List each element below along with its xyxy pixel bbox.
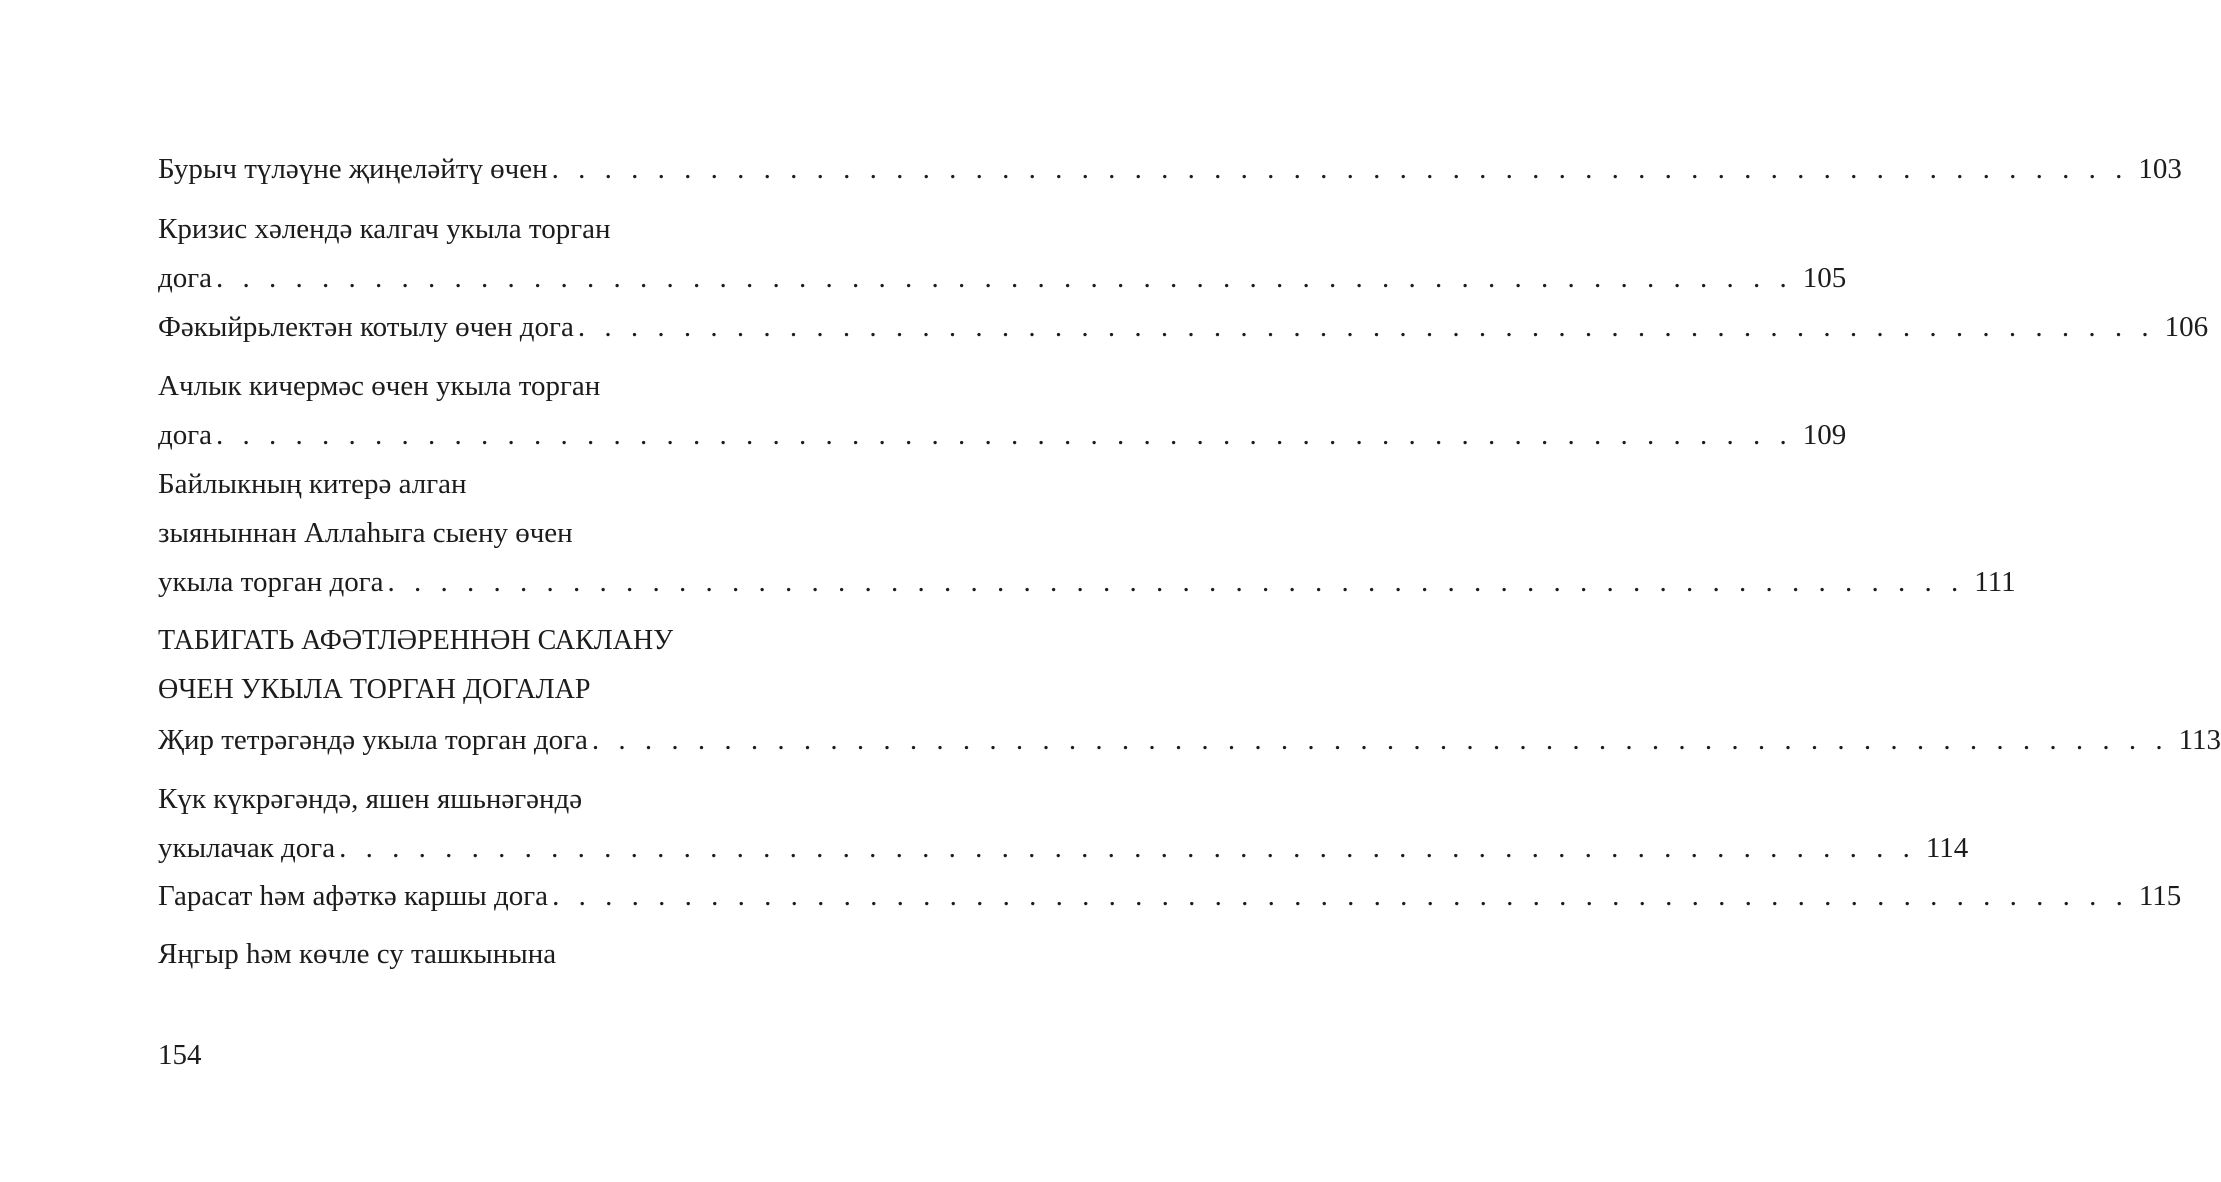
leader-dots: . . . . . . . . . . . . . . . . . . . . . . . . . . . . . . . . . . . . . . . . . . . . . . . . . . . . . . . . . . . . [551, 153, 2129, 185]
leader-dots: . . . . . . . . . . . . . . . . . . . . . . . . . . . . . . . . . . . . . . . . . . . . . . . . . . . . . . . . . . . . [591, 724, 2169, 756]
leader-dots: . . . . . . . . . . . . . . . . . . . . . . . . . . . . . . . . . . . . . . . . . . . . . . . . . . . . . . . . . . . . [339, 832, 1916, 864]
toc-entry [158, 930, 710, 979]
toc-page-number: 113 [2178, 724, 2221, 756]
toc-entry-title: Җир тетрәгәндә укыла торган дога [158, 724, 588, 756]
toc-entry-title: Байлыкның китерә алган [158, 468, 467, 500]
toc-entry-line [158, 824, 1969, 873]
toc-entry-line [158, 145, 2182, 194]
toc-entry [158, 362, 1847, 460]
toc-entry-title: дога [158, 419, 213, 451]
toc-entry [158, 775, 1969, 873]
toc-entry-title: Бурыч түләүне җиңеләйтү өчен [158, 153, 548, 185]
toc-entry-line [158, 558, 2016, 607]
toc-section-heading [158, 616, 718, 714]
toc-page-number: 103 [2138, 153, 2182, 185]
leader-dots: . . . . . . . . . . . . . . . . . . . . . . . . . . . . . . . . . . . . . . . . . . . . . . . . . . . . . . . . . . . . [216, 262, 1793, 294]
toc-entry [158, 145, 2182, 194]
toc-entry-line [158, 872, 2182, 921]
section-heading-line: ӨЧЕН УКЫЛА ТОРГАН ДОГАЛАР [158, 674, 591, 705]
leader-dots: . . . . . . . . . . . . . . . . . . . . . . . . . . . . . . . . . . . . . . . . . . . . . . . . . . . . . . . . . . . . [577, 311, 2155, 343]
toc-entry-title: Ачлык кичермәс өчен укыла торган [158, 370, 601, 402]
toc-page-number: 115 [2138, 880, 2182, 912]
toc-entry-line [158, 716, 2221, 765]
leader-dots: . . . . . . . . . . . . . . . . . . . . . . . . . . . . . . . . . . . . . . . . . . . . . . . . . . . . . . . . . . . . [216, 419, 1793, 451]
toc-page-number: 111 [1974, 566, 2016, 598]
toc-entry [158, 872, 2182, 921]
toc-entry-title: укыла торган дога [158, 566, 384, 598]
toc-entry-title: Күк күкрәгәндә, яшен яшьнәгәндә [158, 783, 583, 815]
toc-entry [158, 303, 2209, 352]
toc-entry-line [158, 303, 2209, 352]
toc-entry-title: дога [158, 262, 213, 294]
toc-entry-title: Яңгыр һәм көчле су ташкынына [158, 938, 557, 970]
section-heading-line: ТАБИГАТЬ АФӘТЛӘРЕННӘН САКЛАНУ [158, 625, 674, 656]
toc-entry [158, 716, 2221, 765]
toc-entry-title: Фәкыйрьлектән котылу өчен дога [158, 311, 574, 343]
leader-dots: . . . . . . . . . . . . . . . . . . . . . . . . . . . . . . . . . . . . . . . . . . . . . . . . . . . . . . . . . . . . [552, 880, 2129, 912]
toc-page-number: 114 [1925, 832, 1969, 864]
page-number-footer: 154 [158, 1039, 202, 1071]
toc-page-number: 105 [1802, 262, 1847, 294]
toc-entry-line [158, 411, 1847, 460]
toc-entry-line [158, 254, 1847, 303]
toc-entry [158, 205, 1847, 303]
toc-entry-title: зыяныннан Аллаһыга сыену өчен [158, 517, 573, 549]
toc-entry [158, 460, 2016, 607]
toc-entry-title: Гарасат һәм афәткә каршы дога [158, 880, 549, 912]
toc-entry-title: укылачак дога [158, 832, 336, 864]
toc-page-number: 106 [2164, 311, 2209, 343]
toc-page-number: 109 [1802, 419, 1847, 451]
toc-entry-title: Кризис хәлендә калгач укыла торган [158, 213, 611, 245]
leader-dots: . . . . . . . . . . . . . . . . . . . . . . . . . . . . . . . . . . . . . . . . . . . . . . . . . . . . . . . . . . . . [387, 566, 1965, 598]
